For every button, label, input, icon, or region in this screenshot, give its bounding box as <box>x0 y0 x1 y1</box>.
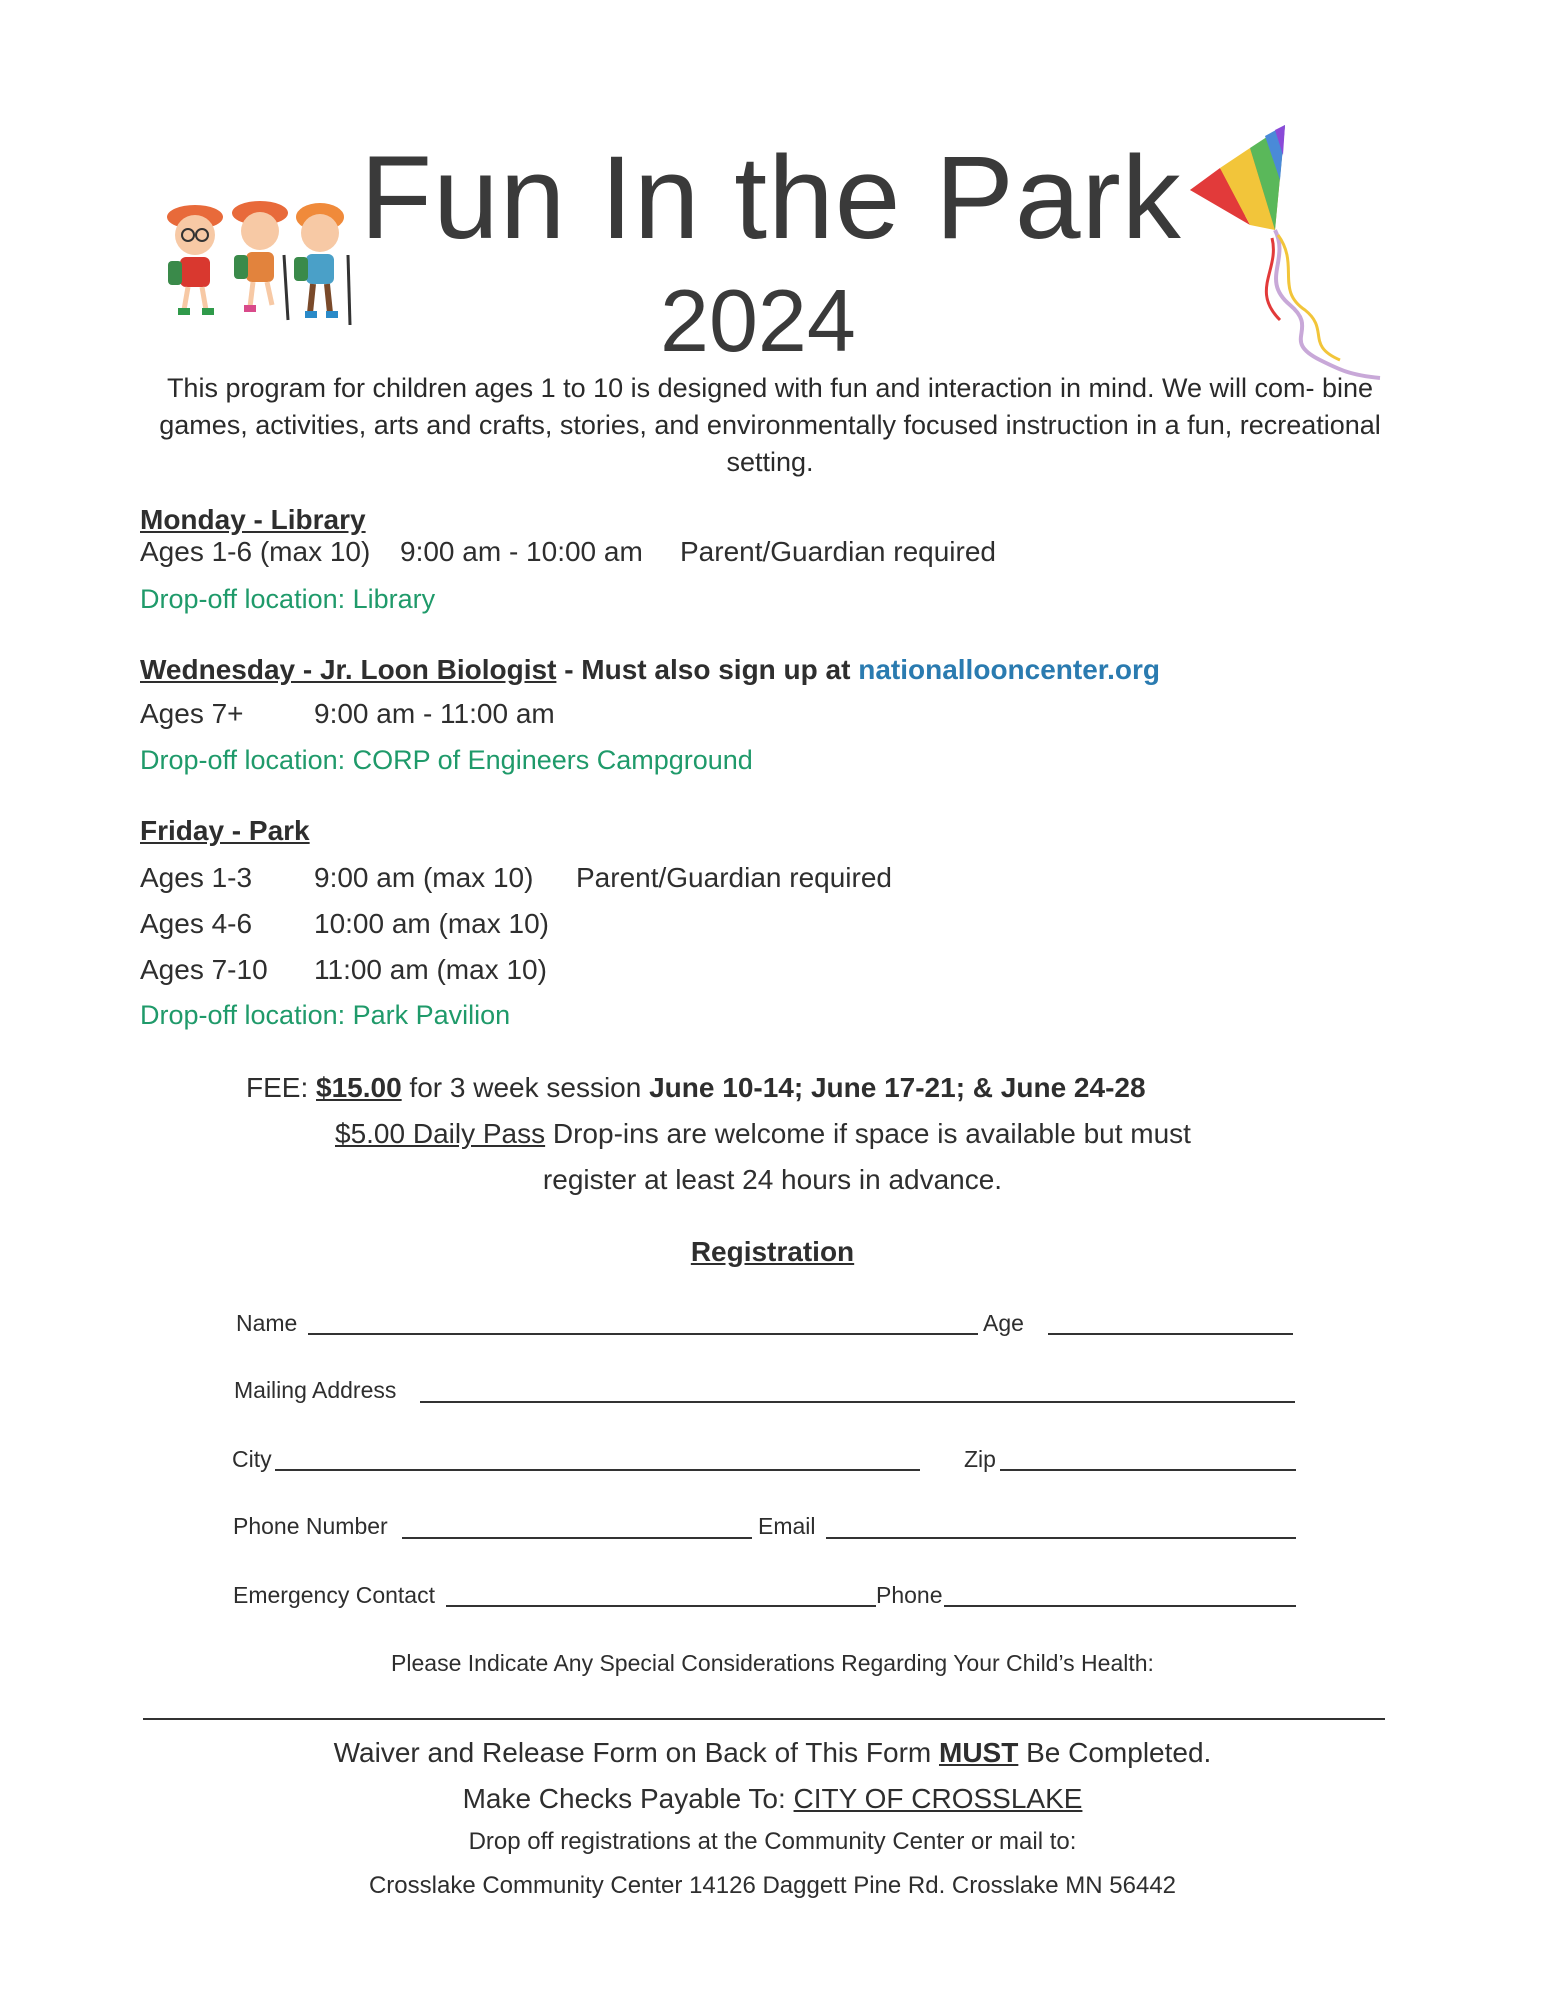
wednesday-heading: Wednesday - Jr. Loon Biologist <box>140 654 557 685</box>
monday-ages: Ages 1-6 (max 10) <box>140 536 371 567</box>
waiver-must: MUST <box>939 1737 1019 1768</box>
intro-paragraph: This program for children ages 1 to 10 is designed with fun and interaction in mind. We will com- bine games, activities, arts and crafts, stories, and environmentally focused instruction in a fun, recreational setting. <box>159 373 1381 477</box>
emergency-contact-field[interactable] <box>446 1605 876 1607</box>
hiking-kids-illustration <box>160 195 365 330</box>
friday-row-ages: Ages 7-10 <box>140 954 268 985</box>
wednesday-signup-text: - Must also sign up at <box>556 654 859 685</box>
friday-dropoff: Drop-off location: Park Pavilion <box>140 1000 511 1030</box>
friday-row-ages: Ages 1-3 <box>140 862 253 893</box>
age-field[interactable] <box>1048 1333 1293 1335</box>
dropoff-instructions: Drop off registrations at the Community Center or mail to: <box>468 1828 1077 1855</box>
kite-body <box>1190 125 1285 230</box>
fee-dates: June 10-14; June 17-21; & June 24-28 <box>649 1072 1146 1103</box>
friday-row-note: Parent/Guardian required <box>576 862 892 893</box>
checks-payee: CITY OF CROSSLAKE <box>793 1783 1083 1814</box>
monday-time: 9:00 am - 10:00 am <box>400 536 643 567</box>
name-field[interactable] <box>308 1333 978 1335</box>
zip-field[interactable] <box>1000 1469 1296 1471</box>
email-label: Email <box>758 1513 816 1539</box>
friday-row-ages: Ages 4-6 <box>140 908 253 939</box>
advance-notice: register at least 24 hours in advance. <box>542 1164 1003 1195</box>
waiver-completed: Be Completed. <box>1018 1737 1212 1768</box>
health-considerations-field[interactable] <box>143 1718 1385 1720</box>
age-label: Age <box>983 1310 1024 1336</box>
kid-three-figure <box>294 203 350 325</box>
phone-label: Phone <box>876 1582 943 1608</box>
name-label: Name <box>236 1310 298 1336</box>
friday-row-time: 9:00 am (max 10) <box>314 862 534 893</box>
national-loon-center-link[interactable]: nationallooncenter.org <box>858 654 1161 685</box>
wednesday-heading-line <box>140 654 1160 686</box>
health-prompt: Please Indicate Any Special Considerations Regarding Your Child’s Health: <box>391 1650 1154 1676</box>
friday-heading: Friday - Park <box>140 815 310 846</box>
page-title: Fun In the Park <box>360 132 1182 264</box>
phone-number-field[interactable] <box>402 1537 752 1539</box>
mailing-address: Crosslake Community Center 14126 Daggett Pine Rd. Crosslake MN 56442 <box>368 1872 1177 1899</box>
city-label: City <box>232 1446 272 1472</box>
wednesday-ages: Ages 7+ <box>140 698 244 729</box>
emergency-contact-label: Emergency Contact <box>233 1582 435 1608</box>
page-year: 2024 <box>660 271 856 370</box>
fee-session: for 3 week session <box>401 1072 650 1103</box>
wednesday-time: 9:00 am - 11:00 am <box>314 698 555 729</box>
kid-one-figure <box>167 205 223 315</box>
fee-label: FEE: <box>246 1072 317 1103</box>
monday-note: Parent/Guardian required <box>680 536 996 567</box>
friday-row-time: 10:00 am (max 10) <box>314 908 549 939</box>
daily-pass-line <box>335 1118 1191 1150</box>
city-field[interactable] <box>275 1469 920 1471</box>
daily-pass: $5.00 Daily Pass <box>335 1118 546 1149</box>
email-field[interactable] <box>826 1537 1296 1539</box>
friday-row-time: 11:00 am (max 10) <box>314 954 547 985</box>
registration-heading: Registration <box>690 1236 855 1267</box>
wednesday-dropoff: Drop-off location: CORP of Engineers Campground <box>140 745 753 775</box>
kid-two-figure <box>232 201 288 320</box>
kite-tail <box>1275 230 1380 378</box>
emergency-phone-field[interactable] <box>944 1605 1296 1607</box>
waiver-text: Waiver and Release Form on Back of This Form <box>333 1737 939 1768</box>
fee-line <box>246 1072 1146 1104</box>
waiver-line <box>0 1737 1545 1769</box>
dropins-text: Drop-ins are welcome if space is available but must <box>545 1118 1191 1149</box>
mailing-address-field[interactable] <box>420 1401 1295 1403</box>
checks-line <box>0 1783 1545 1815</box>
checks-text: Make Checks Payable To: <box>462 1783 794 1814</box>
monday-dropoff: Drop-off location: Library <box>140 584 436 614</box>
phone-number-label: Phone Number <box>233 1513 388 1539</box>
fee-amount: $15.00 <box>316 1072 402 1103</box>
zip-label: Zip <box>964 1446 996 1472</box>
monday-heading: Monday - Library <box>140 504 366 535</box>
kite-illustration <box>1180 120 1400 380</box>
mailing-address-label: Mailing Address <box>234 1377 397 1403</box>
